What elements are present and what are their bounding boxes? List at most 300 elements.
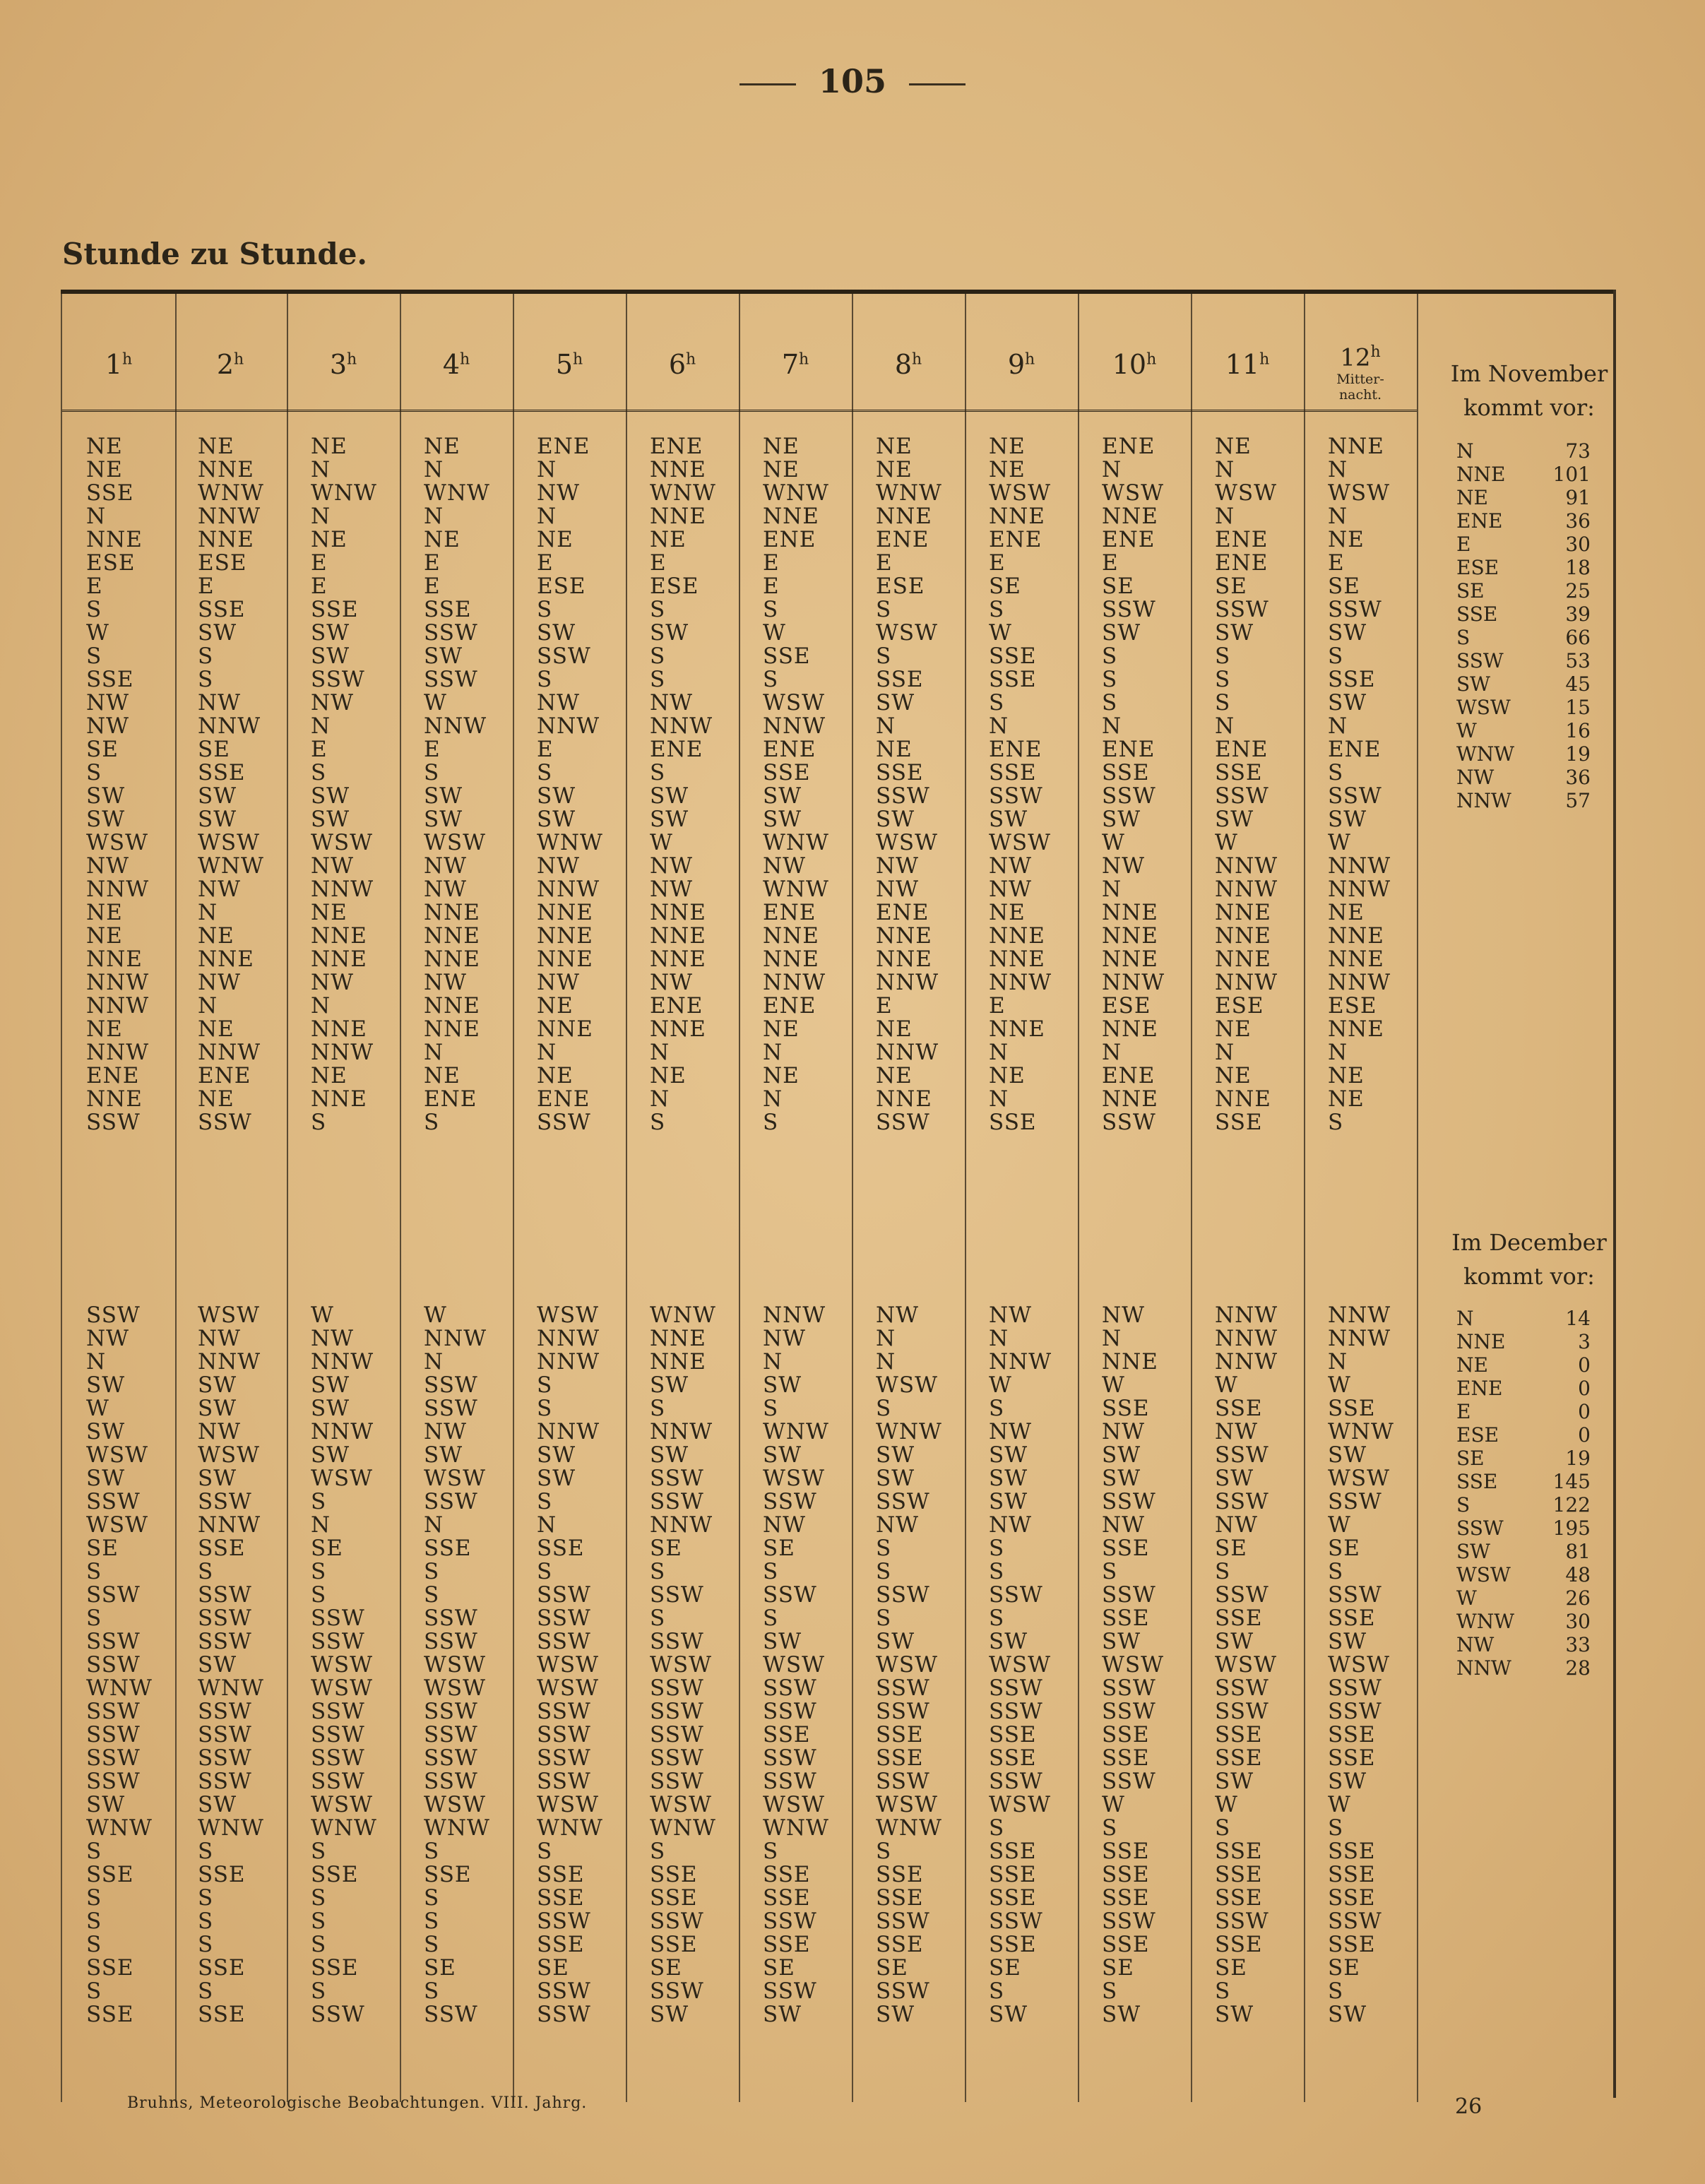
wind-direction-cell: NE xyxy=(989,900,1026,925)
summary-row xyxy=(1456,603,1591,626)
wind-direction-cell: S xyxy=(311,1909,327,1934)
november-hour-4-list xyxy=(424,435,510,1134)
wind-direction-cell: NNW xyxy=(86,970,150,995)
wind-direction-cell: NNE xyxy=(424,1016,480,1042)
wind-direction-cell: ESE xyxy=(86,550,136,576)
wind-direction-cell: SSW xyxy=(311,1699,365,1724)
wind-direction-cell: SSW xyxy=(424,1745,478,1771)
wind-direction-cell: S xyxy=(537,1372,553,1398)
wind-direction-cell: SSW xyxy=(1215,783,1269,809)
wind-direction-cell: SW xyxy=(876,1629,915,1654)
wind-direction-cell: SSW xyxy=(1328,783,1382,809)
december-hour-2-list xyxy=(198,1304,284,2026)
wind-direction-cell: WNW xyxy=(763,877,829,902)
wind-direction-cell: SE xyxy=(424,1955,456,1981)
november-summary-label xyxy=(1434,357,1624,425)
wind-direction-cell: NNW xyxy=(876,970,939,995)
wind-direction-cell: NE xyxy=(311,1063,347,1088)
hour-number: 12 xyxy=(1340,343,1371,372)
summary-row xyxy=(1456,696,1591,719)
wind-direction-cell: S xyxy=(989,1559,1005,1584)
wind-direction-cell: SSE xyxy=(311,1862,359,1887)
wind-direction-cell: NNW xyxy=(763,713,826,739)
wind-direction-cell: WNW xyxy=(650,1302,716,1328)
wind-direction-cell: N xyxy=(1102,1040,1122,1065)
wind-direction-cell: W xyxy=(311,1302,334,1328)
wind-direction-cell: WSW xyxy=(763,1466,825,1491)
wind-direction-cell: NNE xyxy=(763,923,819,949)
wind-direction-cell: NNW xyxy=(198,1040,261,1065)
wind-direction-cell: W xyxy=(1328,1792,1351,1817)
wind-direction-cell: SSE xyxy=(1102,1885,1150,1911)
wind-direction-cell: SW xyxy=(763,783,802,809)
wind-direction-cell: W xyxy=(86,1396,109,1421)
wind-direction-cell: WSW xyxy=(1215,480,1277,506)
wind-direction-cell: N xyxy=(763,1040,783,1065)
hour-number: 10 xyxy=(1112,349,1147,380)
wind-direction-cell: S xyxy=(1102,667,1118,692)
wind-direction-cell: S xyxy=(198,1839,214,1864)
wind-direction-cell: SW xyxy=(989,1489,1028,1514)
summary-direction: E xyxy=(1456,1400,1471,1423)
wind-direction-cell: NNW xyxy=(763,1302,826,1328)
wind-direction-cell: S xyxy=(424,1582,440,1608)
wind-direction-cell: NW xyxy=(989,1512,1032,1538)
wind-direction-cell: SW xyxy=(989,1442,1028,1468)
wind-direction-cell: NE xyxy=(763,457,800,482)
hour-superscript: h xyxy=(1146,350,1157,369)
summary-direction: SW xyxy=(1456,672,1490,696)
wind-direction-cell: SSW xyxy=(537,1606,591,1631)
wind-direction-cell: NNE xyxy=(1102,1016,1158,1042)
hour-column-8 xyxy=(852,294,966,2102)
summary-row xyxy=(1456,789,1591,812)
summary-row xyxy=(1456,742,1591,766)
wind-direction-cell: W xyxy=(650,830,673,855)
wind-direction-cell: SSW xyxy=(1102,1769,1156,1794)
wind-direction-cell: SSW xyxy=(537,1769,591,1794)
wind-direction-cell: SSW xyxy=(537,1582,591,1608)
wind-direction-cell: WSW xyxy=(1215,1652,1277,1678)
summary-direction: WSW xyxy=(1456,1563,1511,1586)
wind-direction-cell: SSW xyxy=(1215,1675,1269,1701)
wind-direction-cell: ENE xyxy=(1215,550,1269,576)
december-hour-6-list xyxy=(650,1304,736,2026)
wind-direction-cell: NE xyxy=(989,1063,1026,1088)
wind-direction-cell: SSW xyxy=(876,1699,930,1724)
wind-direction-cell: SW xyxy=(763,2002,802,2027)
november-hour-2-list xyxy=(198,435,284,1134)
wind-direction-cell: SSW xyxy=(1102,1699,1156,1724)
wind-direction-cell: S xyxy=(876,1536,892,1561)
wind-direction-cell: NE xyxy=(198,1086,234,1112)
wind-direction-cell: NW xyxy=(424,877,467,902)
wind-direction-cell: NW xyxy=(86,690,129,716)
wind-direction-cell: SSW xyxy=(537,1699,591,1724)
wind-direction-cell: S xyxy=(311,1559,327,1584)
wind-direction-cell: SE xyxy=(1328,1536,1360,1561)
wind-direction-cell: SW xyxy=(650,620,689,646)
wind-direction-cell: SSW xyxy=(86,1110,141,1135)
wind-direction-cell: SE xyxy=(1102,1955,1134,1981)
wind-direction-cell: WSW xyxy=(537,1675,599,1701)
wind-direction-cell: SE xyxy=(537,1955,569,1981)
summary-direction: ENE xyxy=(1456,1377,1503,1400)
wind-direction-cell: S xyxy=(763,667,779,692)
hour-header-8 xyxy=(852,304,965,412)
wind-direction-cell: SW xyxy=(424,1442,463,1468)
wind-direction-cell: NW xyxy=(1215,1512,1258,1538)
wind-direction-cell: NE xyxy=(763,1016,800,1042)
november-hour-3-list xyxy=(311,435,397,1134)
wind-direction-cell: S xyxy=(86,1932,102,1957)
hour-superscript: h xyxy=(234,350,244,369)
hour-column-1 xyxy=(61,294,177,2102)
wind-direction-cell: S xyxy=(876,597,892,622)
wind-direction-cell: SSW xyxy=(1215,1909,1269,1934)
wind-direction-cell: SW xyxy=(1215,1769,1254,1794)
wind-direction-cell: SSE xyxy=(1102,1839,1150,1864)
wind-direction-cell: SSW xyxy=(876,783,930,809)
wind-direction-cell: SW xyxy=(86,1466,126,1491)
summary-count: 16 xyxy=(1565,719,1591,742)
summary-count: 19 xyxy=(1565,742,1591,766)
wind-direction-cell: S xyxy=(311,1582,327,1608)
footer-citation: Bruhns, Meteorologische Beobachtungen. VIII. Jahrg. xyxy=(127,2094,588,2112)
wind-direction-cell: SSW xyxy=(424,1769,478,1794)
wind-direction-cell: NE xyxy=(424,434,461,459)
wind-direction-cell: SW xyxy=(311,807,350,832)
wind-direction-cell: NNE xyxy=(650,923,706,949)
wind-direction-cell: W xyxy=(1102,1372,1125,1398)
wind-direction-cell: NE xyxy=(198,923,234,949)
wind-direction-cell: E xyxy=(537,737,554,762)
wind-direction-cell: NNW xyxy=(1215,1326,1278,1351)
wind-direction-cell: SSE xyxy=(989,1722,1037,1747)
wind-direction-cell: S xyxy=(86,1978,102,2004)
wind-direction-cell: NW xyxy=(537,970,580,995)
wind-direction-cell: WNW xyxy=(763,830,829,855)
wind-direction-cell: NNE xyxy=(198,457,254,482)
wind-direction-cell: S xyxy=(86,1909,102,1934)
wind-direction-cell: WSW xyxy=(424,1652,486,1678)
wind-direction-cell: NNW xyxy=(311,877,374,902)
summary-count: 57 xyxy=(1565,789,1591,812)
wind-direction-cell: WSW xyxy=(650,1792,712,1817)
hour-number: 6 xyxy=(668,349,686,380)
wind-direction-cell: NW xyxy=(876,1302,919,1328)
wind-direction-cell: SW xyxy=(198,1652,237,1678)
wind-direction-cell: NNE xyxy=(1102,1086,1158,1112)
wind-direction-cell: S xyxy=(763,1559,779,1584)
summary-direction: NNW xyxy=(1456,789,1511,812)
wind-direction-cell: WSW xyxy=(86,830,148,855)
wind-direction-cell: SW xyxy=(198,1792,237,1817)
wind-direction-cell: NE xyxy=(1215,434,1252,459)
summary-count: 26 xyxy=(1565,1586,1591,1610)
summary-count: 39 xyxy=(1565,603,1591,626)
wind-direction-cell: NNW xyxy=(86,877,150,902)
wind-direction-cell: SSW xyxy=(198,1722,252,1747)
summary-label-line: kommt vor: xyxy=(1463,1263,1595,1290)
wind-direction-cell: SSE xyxy=(1328,1932,1376,1957)
wind-direction-cell: N xyxy=(650,1086,670,1112)
wind-direction-cell: WNW xyxy=(763,1815,829,1841)
wind-direction-cell: SE xyxy=(311,1536,343,1561)
wind-direction-cell: NW xyxy=(989,853,1032,879)
wind-direction-cell: NW xyxy=(311,1326,354,1351)
wind-direction-cell: SSW xyxy=(763,1745,817,1771)
summary-direction: WSW xyxy=(1456,696,1511,719)
summary-direction: SSE xyxy=(1456,603,1498,626)
summary-row xyxy=(1456,1586,1591,1610)
wind-direction-cell: NNE xyxy=(650,1016,706,1042)
wind-direction-cell: SSW xyxy=(1102,597,1156,622)
summary-count: 73 xyxy=(1565,439,1591,463)
wind-direction-cell: S xyxy=(537,1839,553,1864)
wind-direction-cell: NW xyxy=(876,853,919,879)
hour-column-5 xyxy=(513,294,627,2102)
wind-direction-cell: S xyxy=(989,597,1005,622)
wind-direction-cell: NE xyxy=(1328,527,1365,552)
wind-direction-cell: SSE xyxy=(198,1955,246,1981)
wind-direction-cell: SE xyxy=(86,1536,119,1561)
summary-count: 28 xyxy=(1565,1656,1591,1680)
wind-direction-cell: S xyxy=(311,1839,327,1864)
wind-direction-cell: SW xyxy=(198,807,237,832)
wind-direction-cell: SW xyxy=(198,1372,237,1398)
hour-header-11 xyxy=(1191,304,1304,412)
wind-direction-cell: NNE xyxy=(1328,434,1384,459)
wind-direction-cell: ENE xyxy=(86,1063,140,1088)
wind-direction-cell: SSW xyxy=(311,1745,365,1771)
wind-direction-cell: SW xyxy=(876,1466,915,1491)
hour-label xyxy=(1191,304,1304,380)
summary-row xyxy=(1456,719,1591,742)
wind-direction-cell: NNW xyxy=(1328,877,1391,902)
wind-direction-cell: WNW xyxy=(311,1815,377,1841)
wind-direction-cell: SSE xyxy=(537,1536,585,1561)
wind-direction-cell: NNW xyxy=(1328,1326,1391,1351)
december-hour-3-list xyxy=(311,1304,397,2026)
wind-direction-cell: ENE xyxy=(1102,527,1156,552)
wind-direction-cell: NW xyxy=(424,853,467,879)
summary-direction: SW xyxy=(1456,1540,1490,1563)
wind-direction-cell: SW xyxy=(650,2002,689,2027)
wind-direction-cell: SSE xyxy=(424,1536,472,1561)
wind-direction-cell: S xyxy=(763,597,779,622)
wind-direction-cell: SW xyxy=(763,1629,802,1654)
wind-direction-cell: NW xyxy=(311,690,354,716)
wind-direction-cell: N xyxy=(1215,457,1235,482)
wind-direction-cell: S xyxy=(311,1932,327,1957)
wind-direction-cell: SW xyxy=(1328,1769,1367,1794)
wind-direction-cell: S xyxy=(198,1909,214,1934)
wind-direction-cell: NNW xyxy=(1328,853,1391,879)
wind-direction-cell: ESE xyxy=(1102,993,1151,1019)
wind-direction-cell: S xyxy=(650,1559,666,1584)
wind-direction-cell: SSE xyxy=(1328,1745,1376,1771)
wind-direction-cell: WNW xyxy=(198,480,264,506)
wind-direction-cell: NNE xyxy=(424,900,480,925)
wind-direction-cell: SW xyxy=(86,1792,126,1817)
wind-direction-cell: NNE xyxy=(989,504,1045,529)
wind-direction-cell: NE xyxy=(1215,1063,1252,1088)
wind-direction-cell: W xyxy=(1215,1372,1238,1398)
wind-direction-cell: ESE xyxy=(537,574,586,599)
wind-direction-cell: S xyxy=(424,1839,440,1864)
wind-direction-cell: SW xyxy=(1328,807,1367,832)
wind-direction-cell: SSW xyxy=(763,1489,817,1514)
wind-direction-cell: W xyxy=(1215,830,1238,855)
wind-direction-cell: SSW xyxy=(989,1582,1043,1608)
summary-row xyxy=(1456,1423,1591,1447)
wind-direction-cell: SW xyxy=(311,643,350,669)
wind-direction-cell: ENE xyxy=(876,900,929,925)
summary-count: 53 xyxy=(1565,649,1591,672)
wind-direction-cell: SW xyxy=(86,807,126,832)
wind-direction-cell: SSW xyxy=(86,1699,141,1724)
wind-direction-cell: S xyxy=(650,1839,666,1864)
wind-direction-cell: ENE xyxy=(537,434,590,459)
wind-direction-cell: N xyxy=(537,457,557,482)
wind-direction-cell: NE xyxy=(989,434,1026,459)
summary-direction: WNW xyxy=(1456,1610,1515,1633)
wind-direction-cell: NW xyxy=(86,853,129,879)
hour-number: 11 xyxy=(1225,349,1260,380)
wind-direction-cell: S xyxy=(198,643,214,669)
wind-direction-cell: SSW xyxy=(1215,597,1269,622)
wind-direction-cell: SSW xyxy=(989,1699,1043,1724)
wind-direction-cell: SSW xyxy=(650,1769,704,1794)
wind-direction-cell: E xyxy=(311,737,328,762)
wind-direction-cell: SW xyxy=(311,620,350,646)
wind-direction-cell: SSE xyxy=(86,480,134,506)
wind-direction-cell: NE xyxy=(763,1063,800,1088)
wind-direction-cell: W xyxy=(1102,830,1125,855)
wind-direction-cell: NNE xyxy=(537,1016,593,1042)
wind-direction-cell: SW xyxy=(1328,620,1367,646)
wind-direction-cell: NW xyxy=(989,1419,1032,1444)
wind-direction-cell: SW xyxy=(1328,1442,1367,1468)
summary-row xyxy=(1456,439,1591,463)
wind-direction-cell: SE xyxy=(1215,1536,1247,1561)
wind-direction-cell: SSE xyxy=(1215,1839,1263,1864)
summary-row xyxy=(1456,1517,1591,1540)
wind-direction-cell: S xyxy=(1102,690,1118,716)
wind-direction-cell: SSE xyxy=(198,1862,246,1887)
wind-direction-cell: S xyxy=(876,1839,892,1864)
wind-direction-cell: NW xyxy=(763,1326,806,1351)
wind-direction-cell: SSW xyxy=(763,1699,817,1724)
wind-direction-cell: WSW xyxy=(763,1792,825,1817)
wind-direction-cell: N xyxy=(1215,504,1235,529)
summary-direction: SE xyxy=(1456,579,1485,603)
wind-direction-cell: NE xyxy=(1328,900,1365,925)
wind-direction-cell: NW xyxy=(650,970,693,995)
wind-direction-cell: NW xyxy=(650,853,693,879)
wind-direction-cell: N xyxy=(311,993,331,1019)
wind-direction-cell: E xyxy=(1328,550,1345,576)
wind-direction-cell: NW xyxy=(876,1512,919,1538)
wind-direction-cell: SSE xyxy=(1328,1606,1376,1631)
wind-direction-cell: NNE xyxy=(86,527,143,552)
wind-direction-cell: WSW xyxy=(989,480,1051,506)
wind-direction-cell: SSE xyxy=(876,760,924,785)
wind-direction-cell: S xyxy=(86,643,102,669)
wind-direction-cell: SW xyxy=(424,783,463,809)
wind-direction-cell: NE xyxy=(311,527,347,552)
wind-direction-cell: S xyxy=(650,1110,666,1135)
wind-direction-cell: NNW xyxy=(1328,1302,1391,1328)
wind-direction-cell: SSW xyxy=(537,1909,591,1934)
wind-direction-cell: E xyxy=(86,574,103,599)
hour-label xyxy=(400,304,513,380)
wind-direction-cell: NNE xyxy=(876,504,932,529)
wind-direction-cell: SSE xyxy=(1102,1536,1150,1561)
november-hour-5-list xyxy=(537,435,623,1134)
wind-direction-cell: NNE xyxy=(650,504,706,529)
wind-direction-cell: SSW xyxy=(650,1489,704,1514)
hour-label xyxy=(513,304,626,380)
wind-direction-cell: N xyxy=(989,1040,1009,1065)
wind-direction-cell: NW xyxy=(198,1419,241,1444)
wind-direction-cell: SE xyxy=(1215,574,1247,599)
wind-direction-cell: NNE xyxy=(424,993,480,1019)
wind-direction-cell: S xyxy=(86,760,102,785)
wind-direction-cell: ENE xyxy=(989,527,1042,552)
wind-direction-cell: NW xyxy=(1102,853,1145,879)
wind-direction-cell: SSE xyxy=(989,1110,1037,1135)
summary-row xyxy=(1456,1540,1591,1563)
wind-direction-cell: SSW xyxy=(1328,1699,1382,1724)
wind-direction-cell: WSW xyxy=(198,1302,260,1328)
summary-direction: NW xyxy=(1456,1633,1495,1656)
wind-direction-cell: SSW xyxy=(989,1769,1043,1794)
hour-header-3 xyxy=(287,304,400,412)
wind-direction-cell: SSW xyxy=(650,1699,704,1724)
summary-label-line: Im November xyxy=(1450,360,1608,387)
wind-direction-cell: NW xyxy=(1102,1512,1145,1538)
wind-direction-cell: SSE xyxy=(1102,1745,1150,1771)
wind-direction-cell: NE xyxy=(86,434,123,459)
wind-direction-cell: ESE xyxy=(198,550,247,576)
wind-direction-cell: SSW xyxy=(763,1769,817,1794)
wind-direction-cell: NNW xyxy=(198,504,261,529)
wind-direction-cell: WSW xyxy=(1102,1652,1164,1678)
wind-direction-cell: SSE xyxy=(86,2002,134,2027)
wind-direction-cell: SSW xyxy=(311,2002,365,2027)
wind-direction-cell: SE xyxy=(1328,574,1360,599)
wind-direction-cell: SSW xyxy=(198,1699,252,1724)
summary-direction: SSE xyxy=(1456,1470,1498,1493)
wind-direction-cell: SSE xyxy=(1102,1722,1150,1747)
wind-direction-cell: SSW xyxy=(537,1110,591,1135)
november-summary-list xyxy=(1456,439,1591,812)
wind-direction-cell: NNW xyxy=(763,970,826,995)
wind-direction-cell: SSW xyxy=(86,1489,141,1514)
summary-row xyxy=(1456,1633,1591,1656)
wind-direction-cell: NNW xyxy=(1102,970,1165,995)
hour-superscript: h xyxy=(1259,350,1270,369)
summary-count: 101 xyxy=(1552,463,1591,486)
hour-superscript: h xyxy=(573,350,583,369)
summary-direction: SE xyxy=(1456,1447,1485,1470)
wind-direction-cell: SSE xyxy=(1102,1862,1150,1887)
wind-direction-cell: S xyxy=(86,597,102,622)
wind-direction-cell: W xyxy=(1328,830,1351,855)
wind-direction-cell: NNW xyxy=(198,1512,261,1538)
